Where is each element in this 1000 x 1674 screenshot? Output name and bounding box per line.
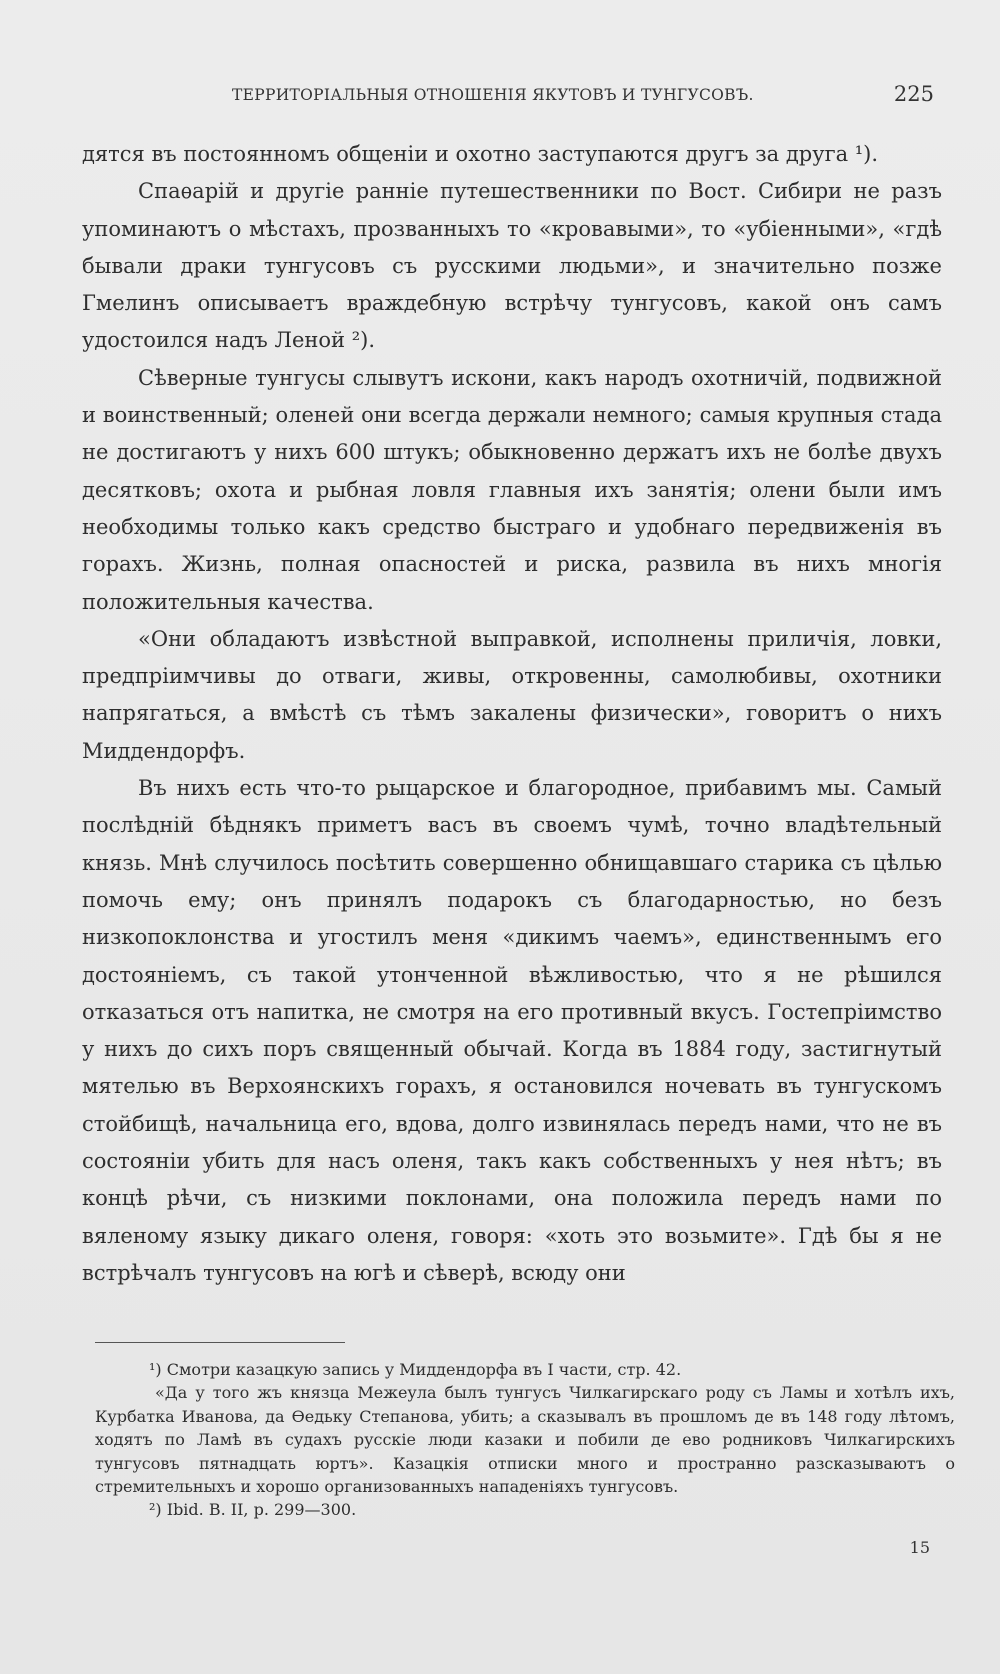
paragraph: Въ нихъ есть что-то рыцарское и благородное, прибавимъ мы. Самый послѣдній бѣднякъ приметъ васъ въ своемъ чумѣ, точно владѣтельный князь. Мнѣ случилось посѣтить совершенно обнищавшаго старика съ цѣлью помочь ему; онъ принялъ подарокъ съ благодарностью, но безъ низкопоклонства и угостилъ меня «дикимъ чаемъ», единственнымъ его достояніемъ, съ такой утонченной вѣжливостью, что я не рѣшился отказаться отъ напитка, не смотря на его противный вкусъ. Гостепріимство у нихъ до сихъ поръ священный обычай. Когда въ 1884 году, застигнутый мятелью въ Верхоянскихъ горахъ, я остановился ночевать въ тунгускомъ стойбищѣ, начальница его, вдова, долго извинялась передъ нами, что не въ состояніи убить для насъ оленя, такъ какъ собственныхъ у нея нѣтъ; въ концѣ рѣчи, съ низкими поклонами, она положила передъ нами по вяленому языку дикаго оленя, говоря: «хоть это возьмите». Гдѣ бы я не встрѣчалъ тунгусовъ на югѣ и сѣверѣ, всюду они	[82, 776, 942, 1285]
running-head: ТЕРРИТОРІАЛЬНЫЯ ОТНОШЕНІЯ ЯКУТОВЪ И ТУНГУСОВЪ.	[232, 86, 754, 104]
footnote-1-quote: «Да у того жъ князца Межеула былъ тунгусъ Чилкагирскаго роду съ Ламы и хотѣлъ ихъ, Курбатка Иванова, да Ѳедьку Степанова, убить; а сказывалъ въ прошломъ де въ 148 году лѣтомъ, ходятъ по Ламѣ въ судахъ русскіе люди казаки и побили де ево родниковъ Чилкагирскихъ тунгусовъ пятнадцать юртъ». Казацкія отписки много и пространно разсказываютъ о стремительныхъ и хорошо организованныхъ нападеніяхъ тунгусовъ.	[95, 1383, 955, 1497]
footnote-2: ²) Ibid. B. II, p. 299—300.	[149, 1500, 357, 1520]
body-text	[82, 136, 942, 1292]
page-header	[82, 82, 942, 112]
paragraph-quote: «Они обладаютъ извѣстной выправкой, исполнены приличія, ловки, предпріимчивы до отваги, живы, откровенны, самолюбивы, охотники напрягаться, а вмѣстѣ съ тѣмъ закалены физически», говоритъ о нихъ Миддендорфъ.	[82, 626, 942, 763]
paragraph: Сѣверные тунгусы слывутъ искони, какъ народъ охотничій, подвижной и воинственный; оленей они всегда держали немного; самыя крупныя стада не достигаютъ у нихъ 600 штукъ; обыкновенно держатъ ихъ не болѣе двухъ десятковъ; охота и рыбная ловля главныя ихъ занятія; олени были имъ необходимы только какъ средство быстраго и удобнаго передвиженія въ горахъ. Жизнь, полная опасностей и риска, развила въ нихъ многія положительныя качества.	[82, 365, 942, 614]
signature-mark: 15	[909, 1538, 930, 1557]
footnote-1: ¹) Смотри казацкую запись у Миддендорфа въ I части, стр. 42.	[149, 1360, 682, 1379]
footnote-divider	[95, 1342, 345, 1343]
paragraph: Спаѳарій и другіе ранніе путешественники по Вост. Сибири не разъ упоминаютъ о мѣстахъ, прозванныхъ то «кровавыми», то «убіенными», «гдѣ бывали драки тунгусовъ съ русскими людьми», и значительно позже Гмелинъ описываетъ враждебную встрѣчу тунгусовъ, какой онъ самъ удостоился надъ Леной ²).	[82, 179, 942, 353]
page-number: 225	[893, 82, 934, 106]
footnotes	[95, 1358, 955, 1522]
paragraph-continuation: дятся въ постоянномъ общеніи и охотно заступаются другъ за друга ¹).	[82, 142, 879, 166]
